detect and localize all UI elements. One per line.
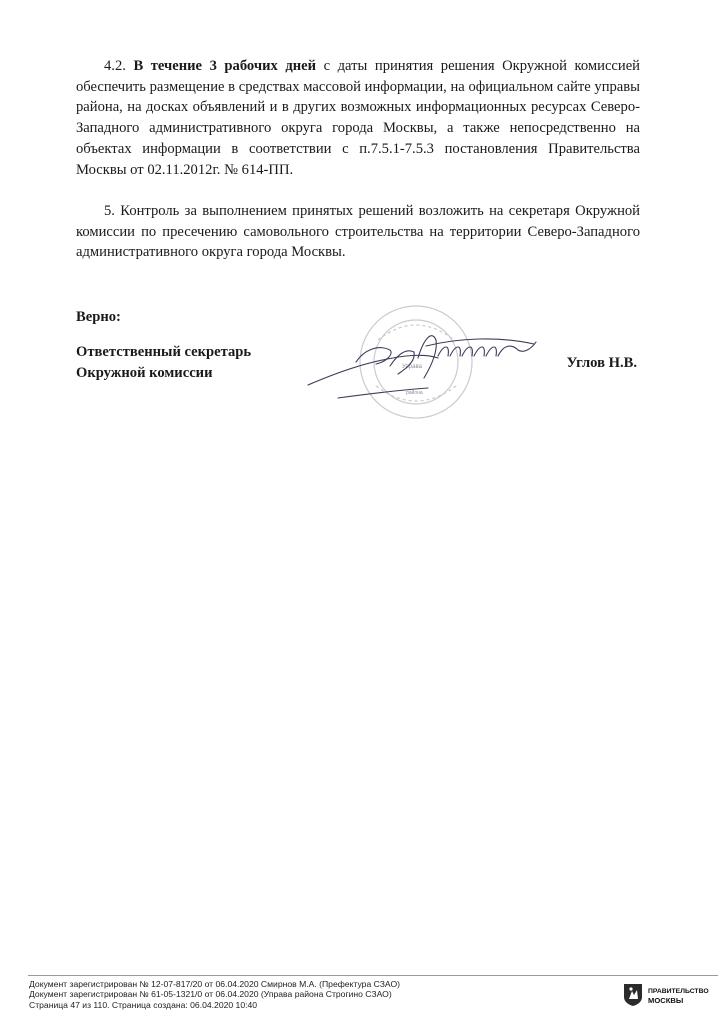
stamp-and-signature xyxy=(298,300,548,440)
signatory-title-line2: Окружной комиссии xyxy=(76,365,213,381)
government-logo-line1: ПРАВИТЕЛЬСТВО xyxy=(648,988,709,995)
stamp-text-1: Управа xyxy=(402,364,422,370)
government-logo-line2: МОСКВЫ xyxy=(648,995,684,1005)
footer-divider xyxy=(28,975,718,976)
registration-line-2: Документ зарегистрирован № 61-05-1321/0 от 06.04.2020 (Управа района Строгино СЗАО) xyxy=(29,989,392,1000)
verno-label: Верно: xyxy=(76,309,121,325)
paragraph-4-2 xyxy=(76,56,640,180)
moscow-coat-of-arms-icon xyxy=(623,983,643,1007)
stamp-text-2: района xyxy=(406,390,423,396)
handwritten-signature xyxy=(308,336,536,398)
paragraph-5-text: 5. Контроль за выполнением принятых решений возложить на секретаря Окружной комиссии по пресечению самовольного строительства на территории Северо-Западного административного округа города Москвы. xyxy=(76,203,640,261)
signatory-name: Углов Н.В. xyxy=(566,355,637,371)
government-logo-text xyxy=(648,988,709,1005)
paragraph-4-2-number: 4.2. xyxy=(104,58,126,74)
paragraph-4-2-deadline: В течение 3 рабочих дней xyxy=(133,58,317,74)
round-stamp xyxy=(360,306,472,418)
signatory-title-line1: Ответственный секретарь xyxy=(76,344,252,360)
paragraph-5 xyxy=(76,201,640,263)
registration-footer xyxy=(29,979,400,1010)
paragraph-4-2-text: с даты принятия решения Окружной комиссией обеспечить размещение в средствах массовой информации, на официальном сайте управы района, на досках объявлений и в других возможных информационных ресурсах Северо-Западного административного округа города Москвы, а также непосредственно на объектах информации в соответствии с п.7.5.1-7.5.3 постановления Правительства Москвы от 02.11.2012г. № 614-ПП. xyxy=(76,58,640,178)
signatory-title xyxy=(76,342,251,384)
page-info-line: Страница 47 из 110. Страница создана: 06.04.2020 10:40 xyxy=(29,999,258,1010)
registration-line-1: Документ зарегистрирован № 12-07-817/20 от 06.04.2020 Смирнов М.А. (Префектура СЗАО) xyxy=(29,979,401,989)
